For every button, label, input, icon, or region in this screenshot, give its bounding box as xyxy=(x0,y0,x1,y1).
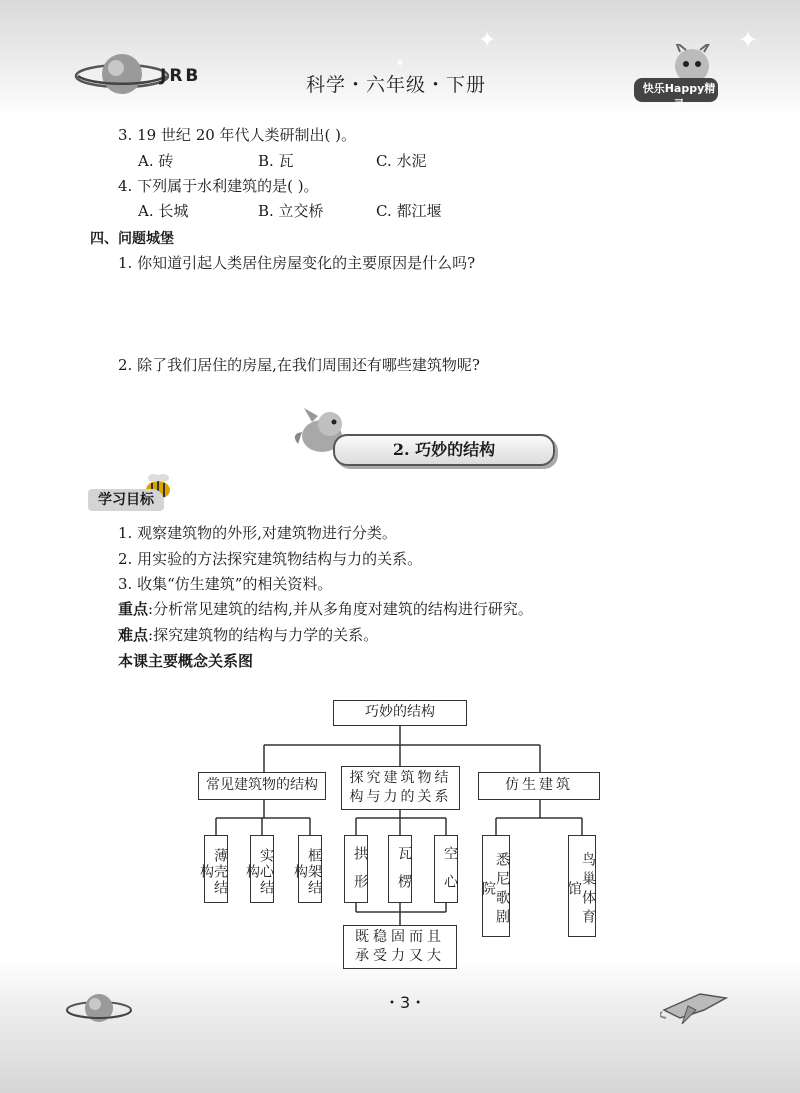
space-shuttle-icon xyxy=(660,980,732,1030)
goals-label: 学习目标 xyxy=(88,489,164,511)
key-label: 重点 xyxy=(118,600,149,618)
difficult-text: :探究建筑物的结构与力学的关系。 xyxy=(148,626,379,644)
book-title: 科学・六年级・下册 xyxy=(306,74,487,96)
page-number: ・3・ xyxy=(384,993,427,1012)
star-icon: ✦ xyxy=(395,56,406,70)
option: C. 都江堰 xyxy=(376,202,442,220)
goal-item: 1. 观察建筑物的外形,对建筑物进行分类。 xyxy=(118,524,397,542)
concept-leaf-node: 瓦楞 xyxy=(388,835,412,903)
question-stem: 4. 下列属于水利建筑的是( )。 xyxy=(118,177,319,195)
concept-leaf-node: 空心 xyxy=(434,835,458,903)
lesson-title: 2. 巧妙的结构 xyxy=(392,440,496,459)
goal-item: 2. 用实验的方法探究建筑物结构与力的关系。 xyxy=(118,550,423,568)
option: C. 水泥 xyxy=(376,152,427,170)
concept-leaf-node: 鸟巢体育馆 xyxy=(568,835,596,937)
concept-map-title: 本课主要概念关系图 xyxy=(118,652,254,670)
question-text: 1. 你知道引起人类居住房屋变化的主要原因是什么吗? xyxy=(118,254,476,272)
logo-text: JRB xyxy=(160,66,202,86)
question-text: 2. 除了我们居住的房屋,在我们周围还有哪些建筑物呢? xyxy=(118,356,480,374)
concept-branch-node: 仿生建筑 xyxy=(478,772,600,800)
question-stem: 3. 19 世纪 20 年代人类研制出( )。 xyxy=(118,126,357,144)
option: A. 长城 xyxy=(138,202,189,220)
difficult-label: 难点 xyxy=(118,626,149,644)
concept-leaf-node: 薄壳结构 xyxy=(204,835,228,903)
concept-root-node: 巧妙的结构 xyxy=(333,700,467,726)
option: A. 砖 xyxy=(138,152,174,170)
concept-leaf-node: 悉尼歌剧院 xyxy=(482,835,510,937)
star-icon: ✦ xyxy=(738,26,759,54)
concept-result-node: 既稳固而且承受力又大 xyxy=(343,925,457,969)
option: B. 立交桥 xyxy=(258,202,324,220)
star-icon: ✦ xyxy=(478,28,497,53)
concept-leaf-node: 拱形 xyxy=(344,835,368,903)
option: B. 瓦 xyxy=(258,152,294,170)
goal-item: 3. 收集“仿生建筑”的相关资料。 xyxy=(118,575,333,593)
concept-leaf-node: 实心结构 xyxy=(250,835,274,903)
brand-badge-text: 快乐Happy精灵 xyxy=(642,82,716,111)
concept-branch-node: 探究建筑物结构与力的关系 xyxy=(341,766,460,810)
key-text: :分析常见建筑的结构,并从多角度对建筑的结构进行研究。 xyxy=(148,600,533,618)
section-title: 四、问题城堡 xyxy=(90,231,174,247)
concept-branch-node: 常见建筑物的结构 xyxy=(198,772,326,800)
concept-leaf-node: 框架结构 xyxy=(298,835,322,903)
planet-icon xyxy=(64,986,134,1032)
